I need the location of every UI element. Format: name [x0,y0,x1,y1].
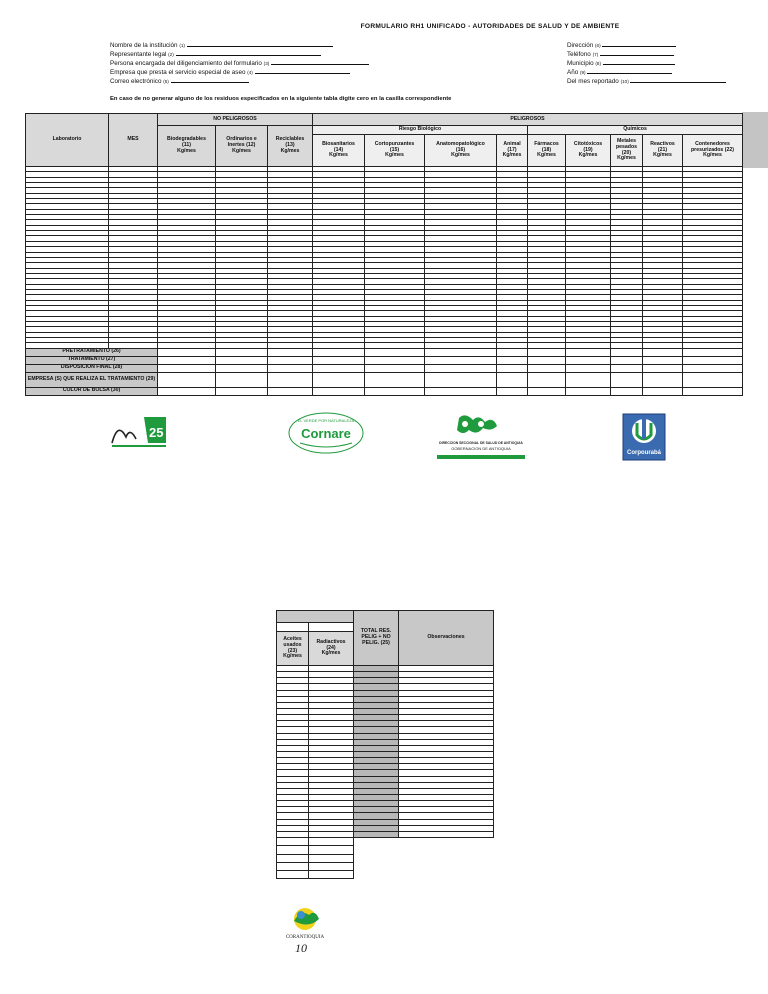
row-pretratamiento: PRETRATAMIENTO (26) [26,348,158,356]
row-tratamiento: TRATAMIENTO (27) [26,356,158,364]
dssa-logo [435,410,527,462]
field-direccion[interactable]: Dirección (6) [567,42,676,49]
area-metropolitana-logo [108,413,170,451]
field-correo[interactable]: Correo electrónico (5) [110,78,249,85]
form-title: FORMULARIO RH1 UNIFICADO - AUTORIDADES DE SALUD Y DE AMBIENTE [360,23,620,30]
instruction-text: En caso de no generar alguno de los residuos especificados en la siguiente tabla digite cero en la casilla correspondiente [110,96,452,102]
group-riesgo-biologico: Riesgo Biológico [313,126,528,135]
field-representante[interactable]: Representante legal (2) [110,51,321,58]
table-cell[interactable] [277,871,309,879]
field-persona-encargada[interactable]: Persona encargada del diligenciamiento del formulario (3) [110,60,369,67]
col-metales-pesados: Metales pesados (20) Kg/mes [611,135,643,167]
table-cell[interactable] [309,846,354,854]
col-animal: Animal (17) Kg/mes [497,135,528,167]
svg-text:Corpourabá: Corpourabá [626,450,662,456]
table-cell[interactable] [277,854,309,862]
table-cell[interactable] [309,871,354,879]
table-cell[interactable] [277,837,309,845]
col-total-res: TOTAL RES. PELIG + NO PELIG. (25) [354,611,399,666]
col-biodegradables: Biodegradables (11) Kg/mes [158,126,216,167]
svg-text:EL VERDE POR NATURALEZA: EL VERDE POR NATURALEZA [297,418,355,423]
svg-text:25: 25 [149,425,164,440]
field-municipio[interactable]: Municipio (8) [567,60,675,67]
field-nombre[interactable]: Nombre de la institución (1) [110,42,333,49]
field-empresa-aseo[interactable]: Empresa que presta el servicio especial de aseo (4) [110,69,350,76]
table-row [277,854,494,862]
col-mes: MES [109,114,158,167]
waste-table [25,113,743,396]
group-no-peligrosos: NO PELIGROSOS [158,114,313,126]
table-cell[interactable] [309,862,354,870]
field-mes-reportado[interactable]: Del mes reportado (10) [567,78,726,85]
col-citotoxicos: Citotóxicos (19) Kg/mes [566,135,611,167]
table-cell[interactable] [309,837,354,845]
col-reactivos: Reactivos (21) Kg/mes [643,135,683,167]
corpouraba-logo [622,413,666,461]
group-quimicos: Químicos [528,126,743,135]
row-empresa-tratamiento: EMPRESA (S) QUE REALIZA EL TRATAMIENTO (29) [26,372,158,387]
col-reciclables: Reciclables (13) Kg/mes [268,126,313,167]
table-cell[interactable] [277,846,309,854]
cornare-logo [286,411,366,455]
row-color-bolsa: COLOR DE BOLSA (30) [26,387,158,395]
col-ordinarios: Ordinarios e Inertes (12) Kg/mes [216,126,268,167]
svg-text:DIRECCION SECCIONAL DE SALUD D: DIRECCION SECCIONAL DE SALUD DE ANTIOQUIA [439,441,523,445]
table-cell[interactable] [309,854,354,862]
group-peligrosos: PELIGROSOS [313,114,743,126]
col-anatomopatologico: Anatomopatológico (16) Kg/mes [425,135,497,167]
additional-waste-table [276,610,494,879]
table-row [277,837,494,845]
table-row [277,862,494,870]
col-observaciones: Observaciones [399,611,494,666]
col-farmacos: Fármacos (18) Kg/mes [528,135,566,167]
col-aceites-usados: Aceites usados (23) Kg/mes [277,632,309,666]
field-anio[interactable]: Año (9) [567,69,672,76]
svg-text:10: 10 [295,941,307,955]
row-disposicion-final: DISPOSICION FINAL (28) [26,364,158,372]
col-cortopunzantes: Cortopunzantes (15) Kg/mes [365,135,425,167]
table-row [277,846,494,854]
corantioquia-logo [279,905,331,955]
col-contenedores: Contenedores presurizados (22) Kg/mes [683,135,743,167]
svg-text:Cornare: Cornare [301,426,351,441]
field-telefono[interactable]: Teléfono (7) [567,51,674,58]
table-cell[interactable] [277,862,309,870]
col-biosanitarios: Biosanitarios (14) Kg/mes [313,135,365,167]
table-row [277,871,494,879]
side-tab [742,112,768,168]
svg-text:CORANTIOQUIA: CORANTIOQUIA [285,935,325,940]
col-laboratorio: Laboratorio [26,114,109,167]
svg-text:GOBERNACION DE ANTIOQUIA: GOBERNACION DE ANTIOQUIA [451,446,511,451]
col-radiactivos: Radiactivos (24) Kg/mes [309,632,354,666]
